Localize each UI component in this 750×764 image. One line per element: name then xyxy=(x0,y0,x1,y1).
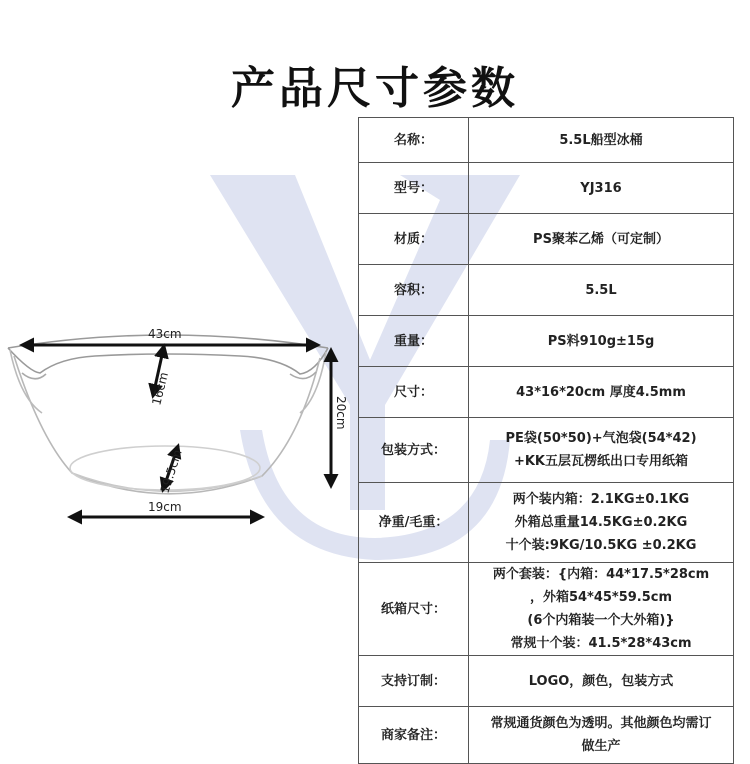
spec-value-line: 常规通货颜色为透明。其他颜色均需订 xyxy=(490,716,712,731)
spec-row xyxy=(359,163,734,214)
spec-value-line: PS聚苯乙烯（可定制） xyxy=(533,231,669,247)
spec-value-line: 5.5L xyxy=(585,282,617,298)
spec-value-line: YJ316 xyxy=(580,180,622,196)
spec-value-line: 十个装:9KG/10.5KG ±0.2KG xyxy=(505,538,697,553)
spec-value-line: 外箱总重量14.5KG±0.2KG xyxy=(514,515,688,530)
ice-bucket-diagram xyxy=(0,318,355,528)
spec-value xyxy=(469,707,734,764)
spec-value xyxy=(469,316,734,367)
spec-value xyxy=(469,163,734,214)
spec-label: 型号： xyxy=(359,163,469,214)
height-label: 20cm xyxy=(334,396,348,430)
width-label: 43cm xyxy=(148,327,182,341)
spec-row xyxy=(359,367,734,418)
spec-value-line: ，外箱54*45*59.5cm xyxy=(529,590,673,605)
spec-value xyxy=(469,656,734,707)
spec-row xyxy=(359,214,734,265)
spec-label: 名称： xyxy=(359,118,469,163)
spec-value xyxy=(469,265,734,316)
spec-label: 容积： xyxy=(359,265,469,316)
spec-value-line: 常规十个装：41.5*28*43cm xyxy=(510,636,692,651)
spec-row xyxy=(359,265,734,316)
spec-label: 商家备注： xyxy=(359,707,469,764)
spec-row xyxy=(359,418,734,483)
spec-row xyxy=(359,483,734,563)
spec-value-line: 43*16*20cm 厚度4.5mm xyxy=(516,384,686,400)
spec-label: 支持订制： xyxy=(359,656,469,707)
spec-row xyxy=(359,707,734,764)
spec-value-line: PE袋(50*50)+气泡袋(54*42) xyxy=(505,431,697,446)
spec-label: 材质： xyxy=(359,214,469,265)
spec-label: 净重/毛重： xyxy=(359,483,469,563)
spec-value-line: 做生产 xyxy=(581,739,621,754)
spec-value xyxy=(469,214,734,265)
spec-label: 重量： xyxy=(359,316,469,367)
spec-value-line: 两个套装：{内箱：44*17.5*28cm xyxy=(492,567,710,582)
spec-row xyxy=(359,118,734,163)
base-label: 19.5cm xyxy=(157,447,185,495)
spec-label: 尺寸： xyxy=(359,367,469,418)
spec-value-line: 两个装内箱：2.1KG±0.1KG xyxy=(512,492,690,507)
spec-label: 包装方式： xyxy=(359,418,469,483)
spec-row xyxy=(359,316,734,367)
spec-value xyxy=(469,418,734,483)
spec-value-line: (6个内箱装一个大外箱)} xyxy=(527,613,675,628)
spec-row xyxy=(359,656,734,707)
spec-table xyxy=(358,117,734,764)
spec-value xyxy=(469,563,734,656)
inner-height-label: 16cm xyxy=(149,370,172,407)
spec-value-line: PS料910g±15g xyxy=(547,333,655,349)
spec-value-line: LOGO，颜色，包装方式 xyxy=(528,673,674,689)
page-title: 产品尺寸参数 xyxy=(231,63,519,114)
spec-value xyxy=(469,118,734,163)
spec-value xyxy=(469,483,734,563)
spec-value-line: 5.5L船型冰桶 xyxy=(559,132,643,148)
spec-label: 纸箱尺寸： xyxy=(359,563,469,656)
bottom-label: 19cm xyxy=(148,500,182,514)
spec-row xyxy=(359,563,734,656)
spec-value xyxy=(469,367,734,418)
spec-value-line: +KK五层瓦楞纸出口专用纸箱 xyxy=(513,454,689,469)
